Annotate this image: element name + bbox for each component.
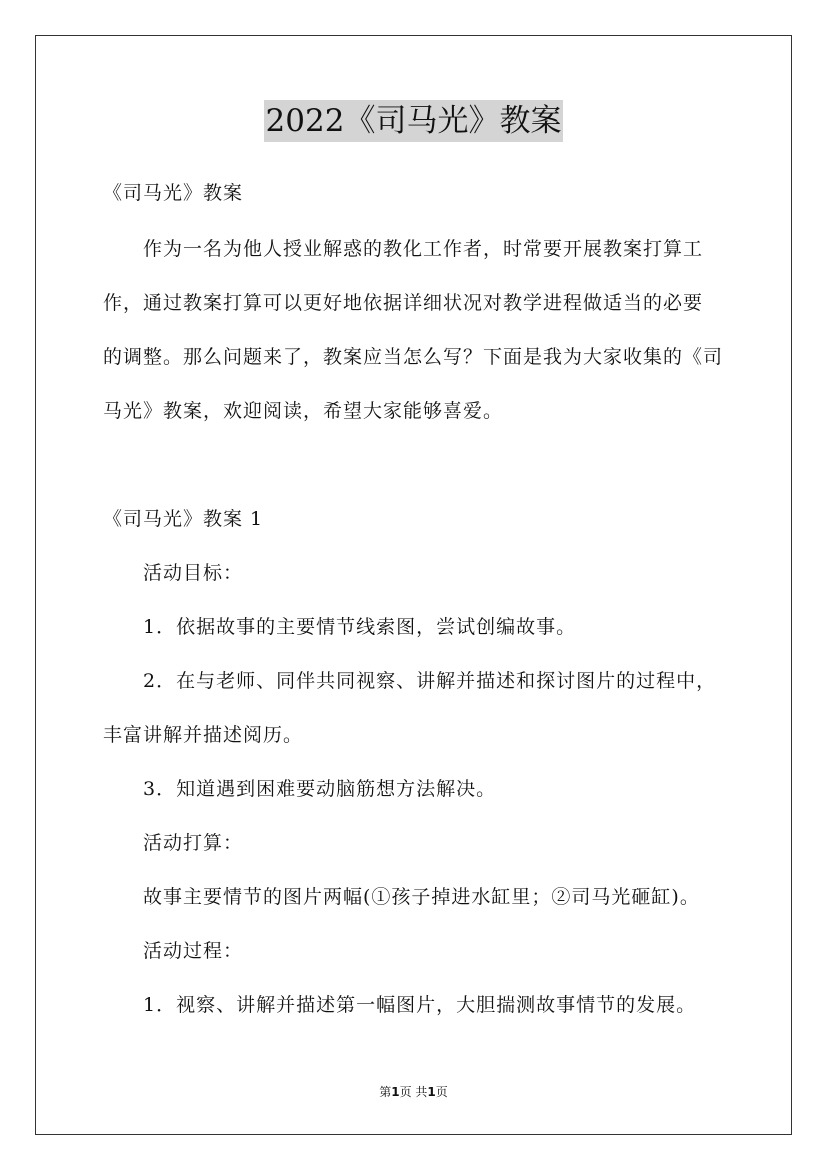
subtitle: 《司马光》教案 [103, 182, 244, 204]
goal-1: 1．依据故事的主要情节线索图，尝试创编故事。 [143, 616, 577, 638]
process-1: 1．视察、讲解并描述第一幅图片，大胆揣测故事情节的发展。 [143, 994, 697, 1016]
document-title: 2022《司马光》教案 [264, 100, 564, 142]
goal-2-line-2: 丰富讲解并描述阅历。 [103, 724, 304, 746]
goal-3: 3．知道遇到困难要动脑筋想方法解决。 [143, 778, 497, 800]
document-title-wrap [0, 100, 827, 142]
goal-2-line-1: 2．在与老师、同伴共同视察、讲解并描述和探讨图片的过程中， [143, 670, 717, 692]
intro-line-1: 作为一名为他人授业解惑的教化工作者，时常要开展教案打算工 [143, 238, 704, 260]
footer-page-total: 1 [427, 1085, 436, 1099]
prep-text: 故事主要情节的图片两幅(①孩子掉进水缸里；②司马光砸缸)。 [143, 886, 700, 908]
footer-page-number: 1 [391, 1085, 400, 1099]
footer-mid: 页 共 [399, 1085, 428, 1099]
prep-label: 活动打算： [143, 832, 244, 854]
intro-line-4: 马光》教案，欢迎阅读，希望大家能够喜爱。 [103, 400, 504, 422]
footer-suffix: 页 [435, 1085, 448, 1099]
footer-prefix: 第 [379, 1085, 392, 1099]
page-footer [0, 1084, 827, 1100]
activity-goal-label: 活动目标： [143, 562, 244, 584]
process-label: 活动过程： [143, 940, 244, 962]
intro-line-2: 作，通过教案打算可以更好地依据详细状况对教学进程做适当的必要 [103, 292, 704, 314]
intro-line-3: 的调整。那么问题来了，教案应当怎么写？下面是我为大家收集的《司 [103, 346, 724, 368]
section-heading: 《司马光》教案 1 [103, 508, 264, 530]
